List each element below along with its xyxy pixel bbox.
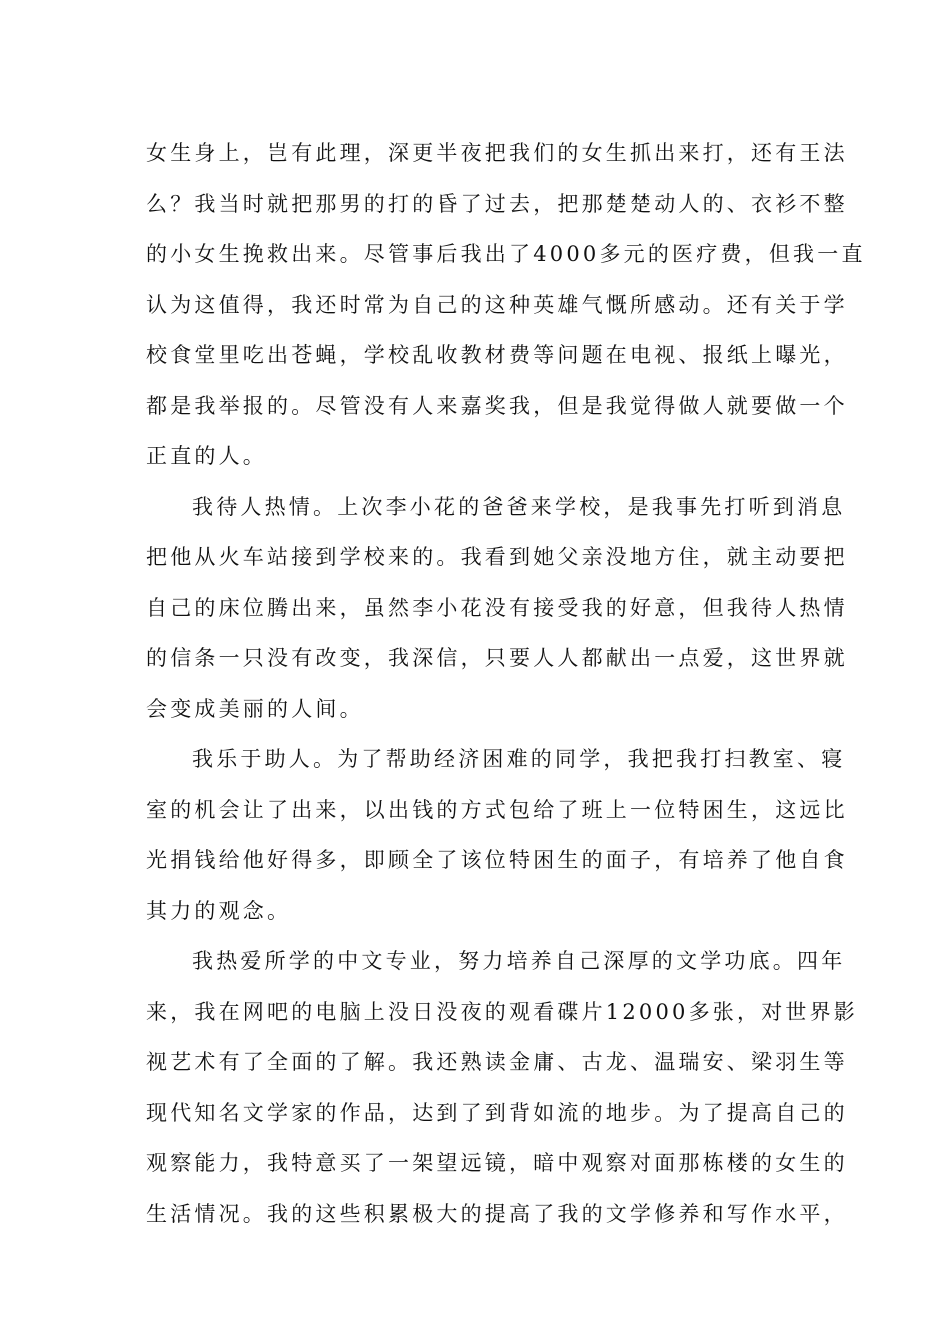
text-line: 来，我在网吧的电脑上没日没夜的观看碟片12000多张，对世界影 bbox=[146, 999, 859, 1024]
paragraph-first-line: 我待人热情。上次李小花的爸爸来学校，是我事先打听到消息 bbox=[192, 494, 846, 519]
text-line: 的小女生挽救出来。尽管事后我出了4000多元的医疗费，但我一直 bbox=[146, 242, 866, 266]
text-line: 校食堂里吃出苍蝇，学校乱收教材费等问题在电视、报纸上曝光， bbox=[146, 343, 848, 367]
paragraph-first-line: 我热爱所学的中文专业，努力培养自己深厚的文学功底。四年 bbox=[192, 949, 846, 973]
text-line: 生活情况。我的这些积累极大的提高了我的文学修养和写作水平， bbox=[146, 1201, 848, 1226]
text-line: 会变成美丽的人间。 bbox=[146, 696, 364, 721]
text-line: 认为这值得，我还时常为自己的这种英雄气慨所感动。还有关于学 bbox=[146, 292, 848, 317]
text-line: 女生身上，岂有此理，深更半夜把我们的女生抓出来打，还有王法 bbox=[146, 141, 848, 165]
text-line: 视艺术有了全面的了解。我还熟读金庸、古龙、温瑞安、梁羽生等 bbox=[146, 1050, 848, 1074]
text-line: 室的机会让了出来，以出钱的方式包给了班上一位特困生，这远比 bbox=[146, 797, 848, 822]
paragraph-first-line: 我乐于助人。为了帮助经济困难的同学，我把我打扫教室、寝 bbox=[192, 747, 846, 771]
text-line: 都是我举报的。尽管没有人来嘉奖我，但是我觉得做人就要做一个 bbox=[146, 393, 848, 418]
body-text bbox=[146, 128, 866, 1239]
text-line: 现代知名文学家的作品，达到了到背如流的地步。为了提高自己的 bbox=[146, 1100, 848, 1125]
text-line: 光捐钱给他好得多，即顾全了该位特困生的面子，有培养了他自食 bbox=[146, 848, 848, 872]
text-line: 观察能力，我特意买了一架望远镜，暗中观察对面那栋楼的女生的 bbox=[146, 1151, 848, 1175]
text-line: 的信条一只没有改变，我深信，只要人人都献出一点爱，这世界就 bbox=[146, 646, 848, 670]
text-line: 其力的观念。 bbox=[146, 898, 292, 923]
text-line: 把他从火车站接到学校来的。我看到她父亲没地方住，就主动要把 bbox=[146, 545, 848, 569]
text-line: 么？我当时就把那男的打的昏了过去，把那楚楚动人的、衣衫不整 bbox=[146, 191, 848, 216]
text-line: 自己的床位腾出来，虽然李小花没有接受我的好意，但我待人热情 bbox=[146, 595, 848, 620]
text-line: 正直的人。 bbox=[146, 444, 267, 468]
